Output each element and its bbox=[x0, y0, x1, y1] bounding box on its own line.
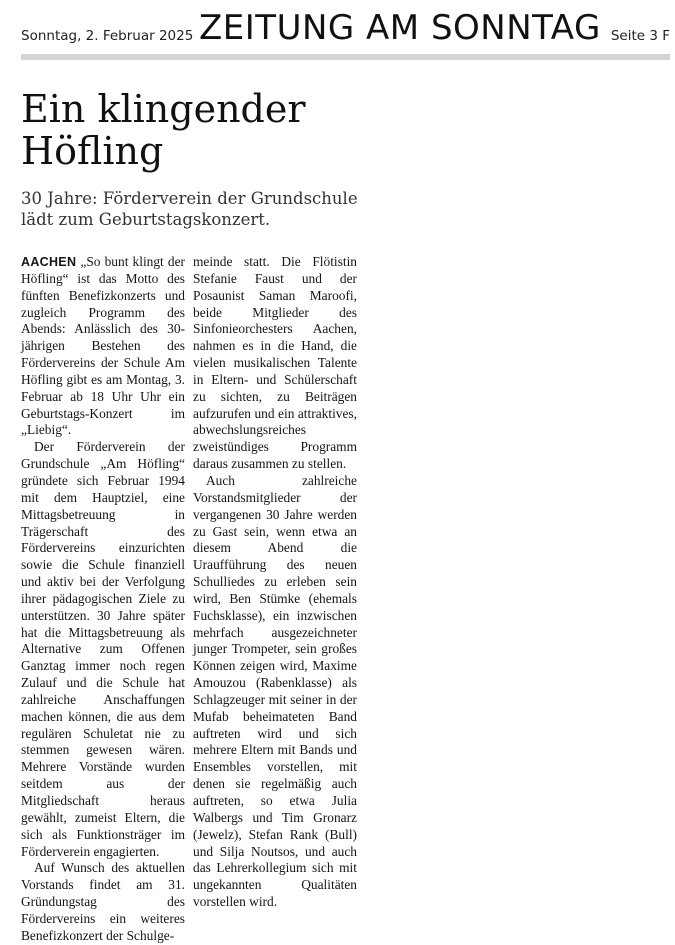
paragraph: meinde statt. Die Flötistin Stefanie Faust und der Posaunist Saman Maroofi, beide Mitglieder des Sinfonieorchesters Aachen, nahmen es in die Hand, die vielen musikalischen Talente in Eltern- und Schülerschaft zu sichten, zu Beiträgen aufzurufen und ein attraktives, abwechslungsreiches zweistündiges Programm daraus zusammen zu stellen. bbox=[193, 254, 357, 472]
paragraph: Auf Wunsch des aktuellen Vorstands findet am 31. Gründungstag des Fördervereins ein weiteres Benefizkonzert der Schulge- bbox=[21, 860, 185, 943]
page-number: Seite 3 F bbox=[610, 28, 670, 44]
paragraph-text: „So bunt klingt der Höfling“ ist das Motto des fünften Benefizkonzerts und zugleich Programm des Abends: Anlässlich des 30-jährigen Bestehen des Fördervereins der Schule Am Höfling gibt es am Montag, 3. Februar ab 18 Uhr Uhr ein Geburtstags-Konzert im „Liebig“. bbox=[21, 254, 185, 438]
article-subheadline bbox=[21, 188, 358, 230]
article-column-1 bbox=[21, 254, 185, 945]
subheadline-line-1: 30 Jahre: Förderverein der Grundschule bbox=[21, 189, 358, 208]
masthead bbox=[21, 8, 670, 52]
article-headline bbox=[21, 88, 306, 172]
headline-line-1: Ein klingender bbox=[21, 87, 306, 131]
paragraph bbox=[21, 254, 185, 439]
headline-line-2: Höfling bbox=[21, 129, 164, 173]
dateline: AACHEN bbox=[21, 255, 77, 269]
paragraph: Der Förderverein der Grundschule „Am Höfling“ gründete sich Februar 1994 mit dem Hauptziel, eine Mittagsbetreuung in Trägerschaft des Fördervereins einzurichten sowie die Schule finanziell und aktiv bei der Verfolgung ihrer pädagogischen Ziele zu unterstützen. 30 Jahre später hat die Mittagsbetreuung als Alternative zum Offenen Ganztag immer noch regen Zulauf und die Schule hat zahlreiche Anschaffungen machen können, die aus dem regulären Schuletat nie zu stemmen gewesen wären. Mehrere Vorstände wurden seitdem aus der Mitgliedschaft heraus gewählt, zumeist Eltern, die sich als Funktionsträger im Förderverein engagierten. bbox=[21, 439, 185, 859]
article-column-2 bbox=[193, 254, 357, 911]
masthead-divider bbox=[21, 54, 670, 60]
subheadline-line-2: lädt zum Geburtstagskonzert. bbox=[21, 210, 271, 229]
newspaper-title: ZEITUNG AM SONNTAG bbox=[199, 8, 601, 48]
issue-date: Sonntag, 2. Februar 2025 bbox=[21, 28, 194, 44]
paragraph: Auch zahlreiche Vorstandsmitglieder der vergangenen 30 Jahre werden zu Gast sein, wenn etwa an diesem Abend die Uraufführung des neuen Schulliedes zu erleben sein wird, Ben Stümke (ehemals Fuchsklasse), ein inzwischen mehrfach ausgezeichneter junger Trompeter, sein großes Können zeigen wird, Maxime Amouzou (Rabenklasse) als Schlagzeuger mit seiner in der Mufab beheimateten Band auftreten wird und sich mehrere Eltern mit Bands und Ensembles vorstellen, mit denen sie regelmäßig auch auftreten, so etwa Julia Walbergs und Tim Gronarz (Jewelz), Stefan Rank (Bull) und Silja Noutsos, und auch das Lehrerkollegium sich mit ungekannten Qualitäten vorstellen wird. bbox=[193, 472, 357, 910]
